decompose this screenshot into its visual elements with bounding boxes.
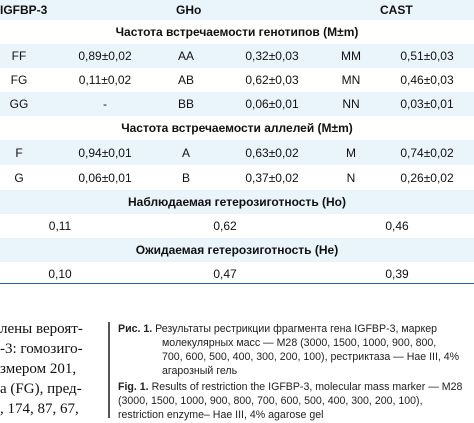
value-cell: 0,32±0,03 bbox=[245, 49, 299, 63]
section-alleles bbox=[0, 116, 474, 140]
section-genotypes bbox=[0, 20, 474, 44]
table-row bbox=[0, 214, 474, 238]
caption-ru-line bbox=[118, 322, 437, 336]
body-text-line: лены вероят- bbox=[0, 321, 83, 337]
header-cast: CAST bbox=[380, 3, 413, 17]
genotype-cell: NN bbox=[342, 97, 360, 111]
caption-ru-label: Рис. 1. bbox=[118, 323, 153, 335]
caption-en-label: Fig. 1. bbox=[118, 381, 149, 393]
table-row bbox=[0, 92, 474, 116]
allele-cell: F bbox=[15, 145, 23, 160]
section-title: Ожидаемая гетерозиготность (He) bbox=[135, 243, 339, 257]
body-text-line: -3: гомозиго- bbox=[0, 341, 83, 357]
genotype-cell: GG bbox=[9, 97, 29, 111]
caption-ru-line: молекулярных масс — M28 (3000, 1500, 1000, 900, 800, bbox=[162, 337, 437, 349]
table-row bbox=[0, 44, 474, 68]
section-title: Наблюдаемая гетерозиготность (Ho) bbox=[127, 195, 347, 209]
genotype-cell: AA bbox=[177, 49, 194, 63]
value-cell: 0,89±0,02 bbox=[78, 49, 132, 63]
caption-divider bbox=[108, 322, 110, 418]
value-cell: 0,10 bbox=[48, 267, 72, 281]
header-gho: GHo bbox=[176, 3, 202, 17]
allele-cell: G bbox=[14, 170, 24, 185]
value-cell: - bbox=[103, 97, 107, 111]
genotype-cell: AB bbox=[177, 73, 194, 87]
value-cell: 0,63±0,02 bbox=[245, 145, 299, 160]
value-cell: 0,62 bbox=[213, 219, 237, 233]
body-text-line: , 174, 87, 67, bbox=[0, 401, 79, 417]
value-cell: 0,62±0,03 bbox=[245, 73, 299, 87]
value-cell: 0,03±0,01 bbox=[400, 97, 454, 111]
value-cell: 0,06±0,01 bbox=[78, 170, 132, 185]
genotype-cell: FF bbox=[11, 49, 27, 63]
value-cell: 0,06±0,01 bbox=[245, 97, 299, 111]
allele-cell: M bbox=[346, 145, 356, 160]
allele-cell: B bbox=[181, 170, 190, 185]
table-header-row bbox=[0, 0, 474, 20]
header-igfbp3: IGFBP-3 bbox=[0, 3, 48, 17]
genotype-cell: BB bbox=[177, 97, 194, 111]
section-title: Частота встречаемости аллелей (M±m) bbox=[121, 121, 353, 135]
section-expected bbox=[0, 238, 474, 262]
value-cell: 0,74±0,02 bbox=[400, 145, 454, 160]
body-text-line: а (FG), пред- bbox=[0, 381, 82, 397]
caption-ru-line: агарозный гель bbox=[162, 365, 238, 377]
allele-cell: A bbox=[181, 145, 190, 160]
table-row bbox=[0, 140, 474, 165]
value-cell: 0,11±0,02 bbox=[78, 73, 132, 87]
value-cell: 0,11 bbox=[48, 219, 72, 233]
caption-en-text: Results of restriction the IGFBP-3, molecular mass marker — M28 bbox=[151, 381, 463, 393]
value-cell: 0,46 bbox=[385, 219, 409, 233]
section-observed bbox=[0, 190, 474, 214]
value-cell: 0,94±0,01 bbox=[78, 145, 132, 160]
value-cell: 0,47 bbox=[213, 267, 237, 281]
caption-en-line: restriction enzyme– Hae III, 4% agarose gel bbox=[118, 409, 324, 421]
genotype-cell: MM bbox=[341, 49, 361, 63]
caption-en-line: (3000, 1500, 1000, 900, 800, 700, 600, 500, 400, 300, 200, 100), bbox=[118, 395, 423, 407]
genotype-cell: FG bbox=[10, 73, 28, 87]
table-row bbox=[0, 165, 474, 190]
caption-en-line bbox=[118, 380, 462, 394]
caption-ru-text: Результаты рестрикции фрагмента гена IGFBP-3, маркер bbox=[155, 323, 437, 335]
value-cell: 0,46±0,03 bbox=[400, 73, 454, 87]
value-cell: 0,26±0,02 bbox=[400, 170, 454, 185]
caption-ru-line: 700, 600, 500, 400, 300, 200, 100), рестриктаза — Hae III, 4% bbox=[162, 351, 460, 363]
genotype-cell: MN bbox=[341, 73, 361, 87]
allele-cell: N bbox=[346, 170, 356, 185]
value-cell: 0,39 bbox=[385, 267, 409, 281]
table-bottom-rule bbox=[0, 283, 474, 284]
value-cell: 0,37±0,02 bbox=[245, 170, 299, 185]
table-row bbox=[0, 68, 474, 92]
section-title: Частота встречаемости генотипов (M±m) bbox=[115, 25, 359, 39]
body-text-line: змером 201, bbox=[0, 361, 77, 377]
value-cell: 0,51±0,03 bbox=[400, 49, 454, 63]
